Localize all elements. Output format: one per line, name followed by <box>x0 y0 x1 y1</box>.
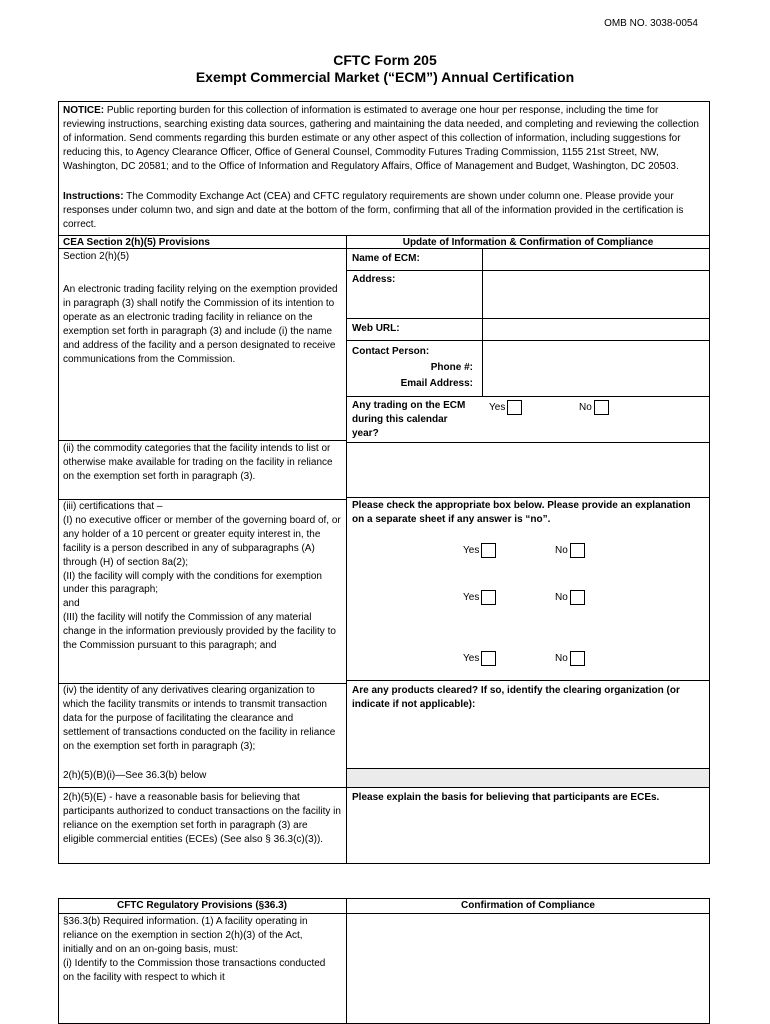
trading-yes <box>489 400 522 415</box>
cert-2-no <box>555 590 585 605</box>
no-label: No <box>555 545 568 557</box>
cert-1-yes-checkbox[interactable] <box>481 543 496 558</box>
notice <box>63 104 703 174</box>
basis-question: Please explain the basis for believing that participants are ECEs. <box>352 792 660 803</box>
form-title: CFTC Form 205 <box>333 52 437 68</box>
table2-col2-header: Confirmation of Compliance <box>461 900 595 911</box>
web-url-label: Web URL: <box>352 323 400 334</box>
cert-3-no-checkbox[interactable] <box>570 651 585 666</box>
contact-person-label: Contact Person: <box>352 346 430 357</box>
cert-1-yes <box>463 543 496 558</box>
col1-header: CEA Section 2(h)(5) Provisions <box>63 237 210 248</box>
name-of-ecm-label: Name of ECM: <box>352 253 420 264</box>
name-of-ecm-field[interactable] <box>484 249 709 269</box>
trading-question: Any trading on the ECM during this calendar year? <box>352 400 466 439</box>
table2-col1-header: CFTC Regulatory Provisions (§36.3) <box>116 900 288 911</box>
yes-label: Yes <box>463 545 480 557</box>
instructions-text: The Commodity Exchange Act (CEA) and CFTC regulatory requirements are shown under column one. Please provide your responses under column two, and sign and date at the bottom of the form, confirming that all of the information provided in the certification is correct. <box>63 191 684 230</box>
provision-iv: (iv) the identity of any derivatives clearing organization to which the facility transmits or intends to transmit transaction data for the purpose of facilitating the clearance and settlement of transactions conducted on the facility in reliance on the exemption set forth in paragraph (3); <box>63 685 336 752</box>
notice-label: NOTICE: <box>63 105 105 116</box>
yes-label: Yes <box>463 653 480 665</box>
provision-a: An electronic trading facility relying on the exemption provided in paragraph (3) shall notify the Commission of its intention to operate as an electronic trading facility in reliance on the exemption set forth in paragraph (3) and include (i) the name and address of the facility and a person designated to receive communications from the Commission. <box>63 284 338 365</box>
notice-text: Public reporting burden for this collection of information is estimated to average one hour per response, including the time for reviewing instructions, searching existing data sources, gathering and maintaining the data needed, and completing and reviewing the collection of information. Send comments regarding this burden estimate or any other aspect of this collection of information, including suggestions for reducing this, to Agency Clearance Officer, Office of General Counsel, Commodity Futures Trading Commission, 1155 21st Street, NW, Washington, DC 20581; and to the Office of Information and Regulatory Affairs, Office of Management and Budget, Washington, DC 20503. <box>63 105 699 172</box>
regulatory-text: §36.3(b) Required information. (1) A facility operating in reliance on the exemption in section 2(h)(3) of the Act, initially and on an on-going basis, must: (i) Identify to the Commission those transactions conducted on the facility with respect to which it <box>63 916 326 983</box>
provision-bi: 2(h)(5)(B)(i)—See 36.3(b) below <box>63 770 207 781</box>
col2-header: Update of Information & Confirmation of Compliance <box>402 237 654 248</box>
cert-1-no <box>555 543 585 558</box>
yes-label: Yes <box>463 592 480 604</box>
trading-no-checkbox[interactable] <box>594 400 609 415</box>
provision-iii: (iii) certifications that – (I) no executive officer or member of the governing board of, or any holder of a 10 percent or greater equity interest in, the facility is a person described in any of subparagraphs (A) through (H) of section 8a(2); (II) the facility will comply with the conditions for exemption under this paragraph; and (III) the facility will notify the Commission of any material change in the information previously provided by the facility to the Commission pursuant to this paragraph; and <box>63 501 341 652</box>
provision-ii: (ii) the commodity categories that the facility intends to list or otherwise make available for trading on the facility in reliance on the exemption set forth in paragraph (3). <box>63 443 333 482</box>
cert-1-no-checkbox[interactable] <box>570 543 585 558</box>
trading-no <box>579 400 609 415</box>
provision-e: 2(h)(5)(E) - have a reasonable basis for believing that participants authorized to conduct transactions on the facility in reliance on the exemption set forth in paragraph (3) are eligible commercial entities (ECEs) (See also § 36.3(c)(3)). <box>63 792 341 845</box>
trading-yes-checkbox[interactable] <box>507 400 522 415</box>
clearing-question: Are any products cleared? If so, identify the clearing organization (or indicate if not applicable): <box>352 685 680 710</box>
no-label: No <box>579 402 592 414</box>
shaded-cell <box>347 768 709 787</box>
instructions-label: Instructions: <box>63 191 124 202</box>
cert-3-yes-checkbox[interactable] <box>481 651 496 666</box>
form-subtitle: Exempt Commercial Market (“ECM”) Annual Certification <box>195 69 575 85</box>
check-instruction: Please check the appropriate box below. Please provide an explanation on a separate sheet if any answer is “no”. <box>352 500 691 525</box>
web-url-field[interactable] <box>484 319 709 339</box>
omb-number: OMB NO. 3038-0054 <box>604 18 698 29</box>
contact-field[interactable] <box>484 341 709 395</box>
address-field[interactable] <box>484 271 709 317</box>
cert-2-yes <box>463 590 496 605</box>
cert-3-yes <box>463 651 496 666</box>
yes-label: Yes <box>489 402 506 414</box>
cert-2-no-checkbox[interactable] <box>570 590 585 605</box>
email-label: Email Address: <box>400 378 473 389</box>
address-label: Address: <box>352 274 396 285</box>
instructions <box>63 190 703 232</box>
section-label: Section 2(h)(5) <box>63 251 130 262</box>
cert-2-yes-checkbox[interactable] <box>481 590 496 605</box>
cert-3-no <box>555 651 585 666</box>
no-label: No <box>555 592 568 604</box>
phone-label: Phone #: <box>430 362 473 373</box>
no-label: No <box>555 653 568 665</box>
